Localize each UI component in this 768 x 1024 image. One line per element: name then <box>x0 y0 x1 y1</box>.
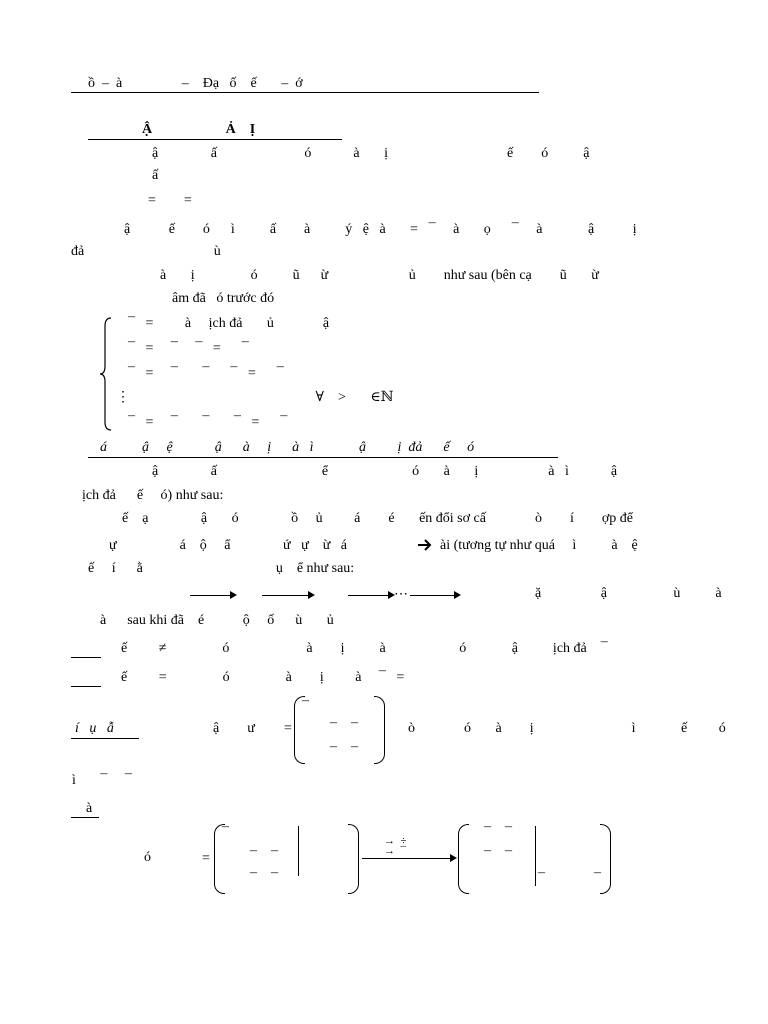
example-eq: = <box>284 721 292 736</box>
case1-rule <box>71 657 101 658</box>
case2-text: ế = ó à ị à ¯ = <box>121 670 405 685</box>
example-text: ậ ư <box>213 721 255 736</box>
example-after: ò ó à ị ì ế ó <box>408 721 726 736</box>
system-row-3: ¯ = ¯ ¯ ¯ = ¯ <box>128 366 284 381</box>
matrix-b-row3: ¯ ¯ <box>250 872 278 887</box>
s2-line-4b: ài (tương tự như quá ì à ệ <box>440 538 638 553</box>
giai-label: à <box>86 801 93 816</box>
o-label: ó <box>144 850 151 865</box>
matrix-c-left-paren <box>458 824 469 894</box>
example-label: í ụ ẫ <box>75 721 114 736</box>
matrix-c-divider <box>535 826 536 886</box>
matrix-c-right-paren <box>600 824 611 894</box>
chain-arrow-2 <box>262 595 308 596</box>
s2-line-6: ặ ậ ù à <box>535 586 722 601</box>
chain-arrowhead-1 <box>230 591 237 599</box>
matrix-a-row1: ¯ <box>302 700 309 715</box>
section2-title: á ậ ệ ậ à ị à ì ậ ị đả ế ó <box>100 440 475 455</box>
case1-text: ế ≠ ó à ị à ó ậ ịch đả ¯ <box>121 641 608 656</box>
s1-line-2: ấ <box>152 168 159 183</box>
s1-line-4: ậ ế ó ì ấ à ý ệ à = ¯ à ọ ¯ à ậ ị <box>124 222 637 237</box>
right-arrow-icon <box>417 538 433 552</box>
matrix-c-row1: ¯ ¯ <box>484 826 512 841</box>
section1-title-rule <box>88 139 342 140</box>
system-row-5: ¯ = ¯ ¯ ¯ = ¯ <box>128 415 288 430</box>
case2-rule <box>71 686 101 687</box>
giai-rule <box>71 817 99 818</box>
s2-line-5: ế í ằ ụ ể như sau: <box>88 561 355 576</box>
matrix-b-row1: ¯ <box>222 826 229 841</box>
header-rule <box>71 92 539 93</box>
chain-arrow-3 <box>348 595 388 596</box>
transform-arrowhead <box>450 854 457 862</box>
matrix-b-right-paren <box>348 824 359 894</box>
s2-line-7: à sau khi đã é ộ ố ù ủ <box>100 613 334 628</box>
section1-title: Ậ Ả Ị <box>142 122 256 137</box>
matrix-a-right-paren <box>374 696 385 764</box>
matrix-c-row3: ¯ ¯ <box>538 872 601 887</box>
s1-line-3: = = <box>148 193 192 208</box>
row-op-2: → ¯ <box>384 845 406 857</box>
s1-line-6: à ị ó ũ ừ ủ như sau (bên cạ ũ ừ <box>160 268 599 283</box>
chain-arrowhead-2 <box>308 591 315 599</box>
line-end: ì ¯ ¯ <box>72 773 132 788</box>
matrix-b-row2: ¯ ¯ <box>250 850 278 865</box>
s2-line-2: ịch đả ế ó) như sau: <box>82 488 224 503</box>
system-row-2: ¯ = ¯ ¯ = ¯ <box>128 341 249 356</box>
augmented-eq: = <box>202 851 210 866</box>
section2-title-rule <box>88 457 558 458</box>
s2-line-1: ậ ấ ể ó à ị à ì ậ <box>152 464 618 479</box>
matrix-a-row3: ¯ ¯ <box>330 746 358 761</box>
chain-dots: ⋯ <box>394 587 408 602</box>
left-brace <box>99 316 113 432</box>
s1-line-5: đả ù <box>71 244 221 259</box>
matrix-a-row2: ¯ ¯ <box>330 722 358 737</box>
header-text: ồ – à – Đạ ố ế – ớ <box>88 76 303 91</box>
system-row-1: ¯ = à ịch đả ủ ậ <box>128 316 330 331</box>
s1-line-1: ậ ấ ó à ị ế ó ậ <box>152 146 590 161</box>
s2-line-3: ế ạ ậ ó ồ ủ á é ến đổi sơ cấ ò í ợp để <box>122 511 633 526</box>
s2-line-4: ự á ộ ẩ ứ ự ừ á <box>109 538 347 553</box>
example-rule <box>71 738 139 739</box>
matrix-c-row2: ¯ ¯ <box>484 850 512 865</box>
matrix-b-divider <box>298 826 299 876</box>
chain-arrow-4 <box>410 595 454 596</box>
transform-arrow <box>362 858 450 859</box>
s1-line-7: âm đã ó trước đó <box>172 291 275 306</box>
system-row-4: ⋮ ∀ > ∈ℕ <box>116 390 394 405</box>
row-op-1: → ÷ <box>384 835 407 847</box>
chain-arrow-1 <box>190 595 230 596</box>
chain-arrowhead-4 <box>454 591 461 599</box>
